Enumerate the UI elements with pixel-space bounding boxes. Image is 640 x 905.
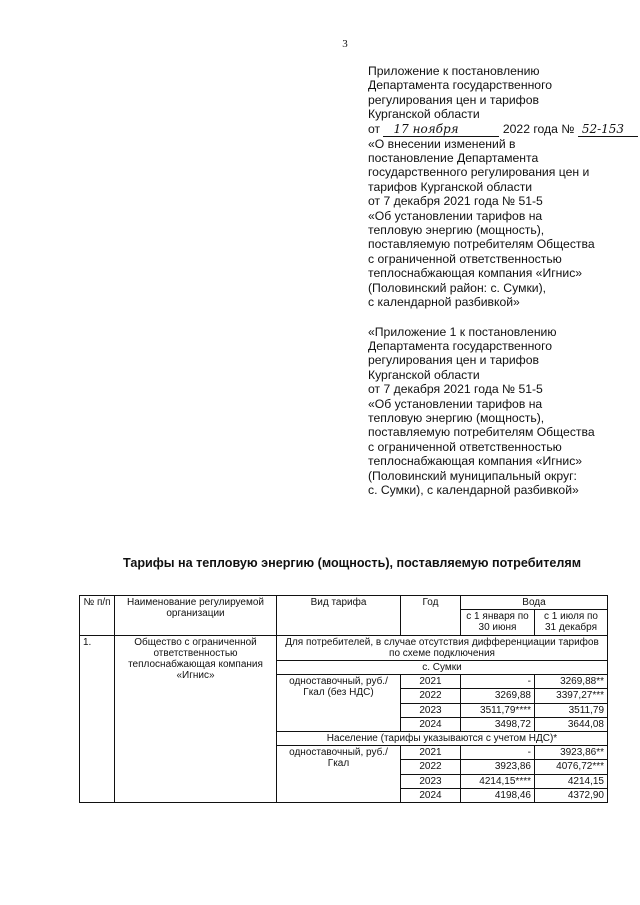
tariff-h1-cell: - <box>461 675 535 689</box>
change-line: (Половинский район: с. Сумки), <box>368 280 547 295</box>
header-num: № п/п <box>80 596 115 636</box>
change-line: государственного регулирования цен и <box>368 165 590 180</box>
appendix1-line: Департамента государственного <box>368 338 553 353</box>
change-line: тепловую энергию (мощность), <box>368 223 545 238</box>
appendix1-line: тепловую энергию (мощность), <box>368 410 545 425</box>
table-title: Тарифы на тепловую энергию (мощность), поставляемую потребителям <box>122 556 582 570</box>
handwritten-number: 52-153 <box>578 123 638 137</box>
appendix1-line: (Половинский муниципальный округ: <box>368 468 577 483</box>
header-tariff-kind: Вид тарифа <box>277 596 401 636</box>
header-year: Год <box>401 596 461 636</box>
section1-title: Для потребителей, в случае отсутствия дифференциации тарифов по схеме подключения <box>277 635 608 660</box>
appendix1-line: теплоснабжающая компания «Игнис» <box>368 454 583 469</box>
handwritten-date: 17 ноября <box>383 123 499 137</box>
tariff-h2-cell: 4214,15 <box>535 774 608 788</box>
organization-name: Общество с ограниченной ответственностью теплоснабжающая компания «Игнис» <box>115 635 277 802</box>
tariff-h2-cell: 3269,88** <box>535 675 608 689</box>
tariff-h2-cell: 4372,90 <box>535 788 608 802</box>
tariff-h2-cell: 3397,27*** <box>535 689 608 703</box>
change-line: с ограниченной ответственностью <box>368 251 562 266</box>
section2-title: Население (тарифы указываются с учетом НДС)* <box>277 732 608 746</box>
appendix1-line: Курганской области <box>368 367 480 382</box>
tariff-h1-cell: 3269,88 <box>461 689 535 703</box>
year-cell: 2023 <box>401 774 461 788</box>
appendix-intro-line: регулирования цен и тарифов <box>368 92 539 107</box>
header-water: Вода <box>461 596 608 610</box>
tariff-table <box>79 595 608 803</box>
appendix-date-line <box>368 122 628 137</box>
header-period-1: с 1 января по 30 июня <box>461 610 535 635</box>
appendix-intro-line: Приложение к постановлению <box>368 64 540 78</box>
section1-tariff-type: одноставочный, руб./Гкал (без НДС) <box>277 675 401 732</box>
year-cell: 2024 <box>401 788 461 802</box>
tariff-h1-cell: 3498,72 <box>461 717 535 731</box>
year-text: 2022 года № <box>502 121 575 136</box>
appendix-block <box>368 64 628 497</box>
table-row <box>80 635 608 660</box>
appendix1-line: регулирования цен и тарифов <box>368 353 539 368</box>
date-prefix: от <box>368 121 381 136</box>
change-line: с календарной разбивкой» <box>368 295 520 310</box>
settlement-label: с. Сумки <box>277 661 608 675</box>
change-line: поставляемую потребителям Общества <box>368 237 595 252</box>
appendix1-line: «Об установлении тарифов на <box>368 396 543 411</box>
tariff-h1-cell: 4214,15**** <box>461 774 535 788</box>
table-header-row <box>80 596 608 610</box>
row-number: 1. <box>80 635 115 802</box>
tariff-h2-cell: 3923,86** <box>535 746 608 760</box>
tariff-h2-cell: 3644,08 <box>535 717 608 731</box>
appendix-intro-line: Департамента государственного <box>368 78 553 93</box>
change-line: теплоснабжающая компания «Игнис» <box>368 266 583 281</box>
page-number: 3 <box>342 38 348 50</box>
appendix1-line: с ограниченной ответственностью <box>368 439 562 454</box>
change-line: «Об установлении тарифов на <box>368 208 543 223</box>
change-line: от 7 декабря 2021 года № 51-5 <box>368 194 543 209</box>
year-cell: 2022 <box>401 760 461 774</box>
change-line: тарифов Курганской области <box>368 179 533 194</box>
year-cell: 2024 <box>401 717 461 731</box>
tariff-h1-cell: 4198,46 <box>461 788 535 802</box>
tariff-h1-cell: 3923,86 <box>461 760 535 774</box>
change-line: постановление Департамента <box>368 151 539 166</box>
tariff-h1-cell: - <box>461 746 535 760</box>
tariff-h2-cell: 4076,72*** <box>535 760 608 774</box>
appendix-intro-line: Курганской области <box>368 107 480 122</box>
tariff-h1-cell: 3511,79**** <box>461 703 535 717</box>
year-cell: 2021 <box>401 746 461 760</box>
section2-tariff-type: одноставочный, руб./Гкал <box>277 746 401 803</box>
year-cell: 2022 <box>401 689 461 703</box>
header-period-2: с 1 июля по 31 декабря <box>535 610 608 635</box>
appendix1-line: от 7 декабря 2021 года № 51-5 <box>368 382 543 397</box>
year-cell: 2021 <box>401 675 461 689</box>
change-line: «О внесении изменений в <box>368 136 516 151</box>
tariff-h2-cell: 3511,79 <box>535 703 608 717</box>
appendix1-line: поставляемую потребителям Общества <box>368 425 595 440</box>
year-cell: 2023 <box>401 703 461 717</box>
appendix1-line: с. Сумки), с календарной разбивкой» <box>368 482 579 497</box>
header-org: Наименование регулируемой организации <box>115 596 277 636</box>
appendix1-line: «Приложение 1 к постановлению <box>368 324 557 339</box>
